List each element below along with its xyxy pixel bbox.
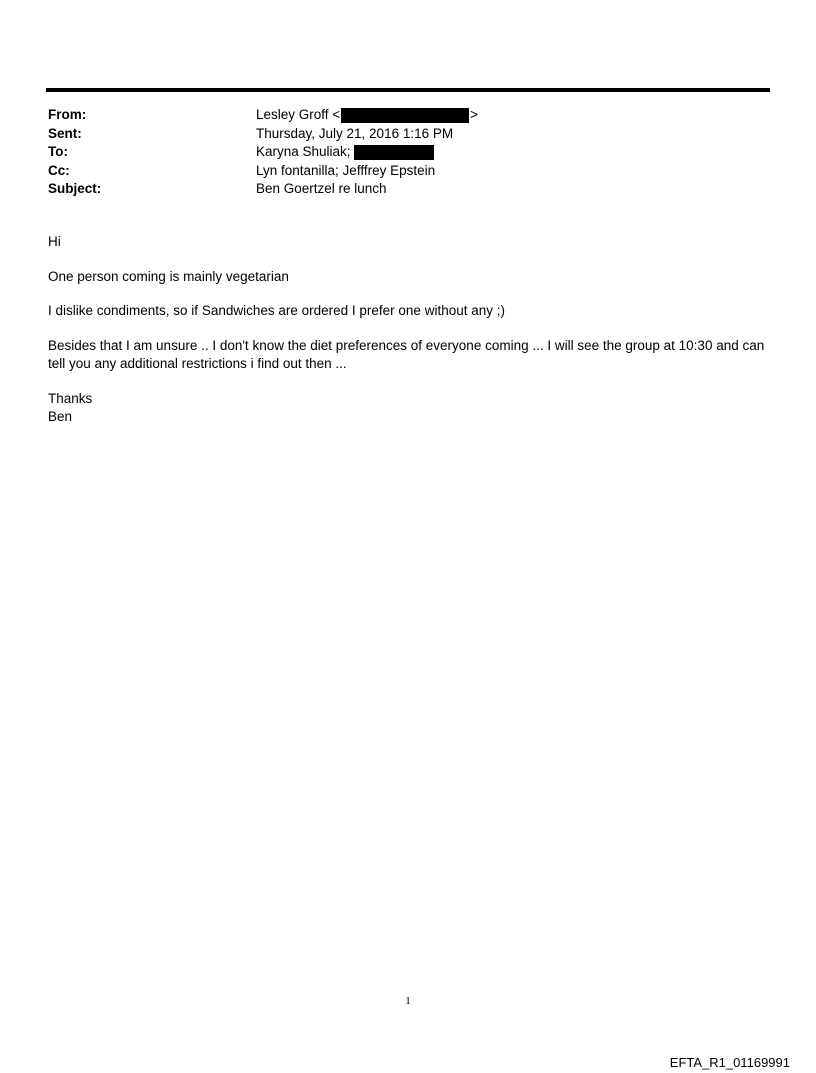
- cc-label: Cc:: [48, 162, 70, 178]
- from-name: Lesley Groff <: [256, 107, 341, 122]
- email-header: [48, 106, 478, 199]
- cc-value: Lyn fontanilla; Jefffrey Epstein: [256, 162, 436, 178]
- signature: Ben: [48, 409, 73, 424]
- page-number: 1: [405, 995, 411, 1007]
- to-recipients: Karyna Shuliak;: [256, 144, 351, 159]
- body-paragraph: I dislike condiments, so if Sandwiches are ordered I prefer one without any ;): [48, 303, 505, 318]
- cc-row: [48, 162, 478, 181]
- subject-value: Ben Goertzel re lunch: [256, 181, 387, 196]
- subject-row: [48, 180, 478, 199]
- header-rule: [46, 88, 770, 92]
- sent-row: [48, 125, 478, 144]
- body-paragraph: One person coming is mainly vegetarian: [48, 268, 289, 284]
- from-suffix: >: [470, 107, 479, 122]
- sent-value: Thursday, July 21, 2016 1:16 PM: [256, 125, 454, 141]
- signoff: Thanks: [48, 390, 93, 406]
- redaction-box: [354, 145, 434, 160]
- from-value: [256, 106, 478, 125]
- greeting: Hi: [48, 234, 61, 249]
- subject-label: Subject:: [48, 181, 102, 196]
- document-id: EFTA_R1_01169991: [669, 1055, 790, 1070]
- body-paragraph: Besides that I am unsure .. I don't know the diet preferences of everyone coming ... I will see the group at 10:30 and can tell you any additional restrictions i find out then ...: [48, 337, 765, 371]
- to-value: [256, 143, 434, 162]
- to-label: To:: [48, 144, 68, 159]
- from-label: From:: [48, 107, 87, 122]
- redaction-box: [341, 108, 469, 123]
- to-row: [48, 143, 478, 162]
- sent-label: Sent:: [48, 125, 82, 141]
- from-row: [48, 106, 478, 125]
- email-body: [48, 233, 778, 427]
